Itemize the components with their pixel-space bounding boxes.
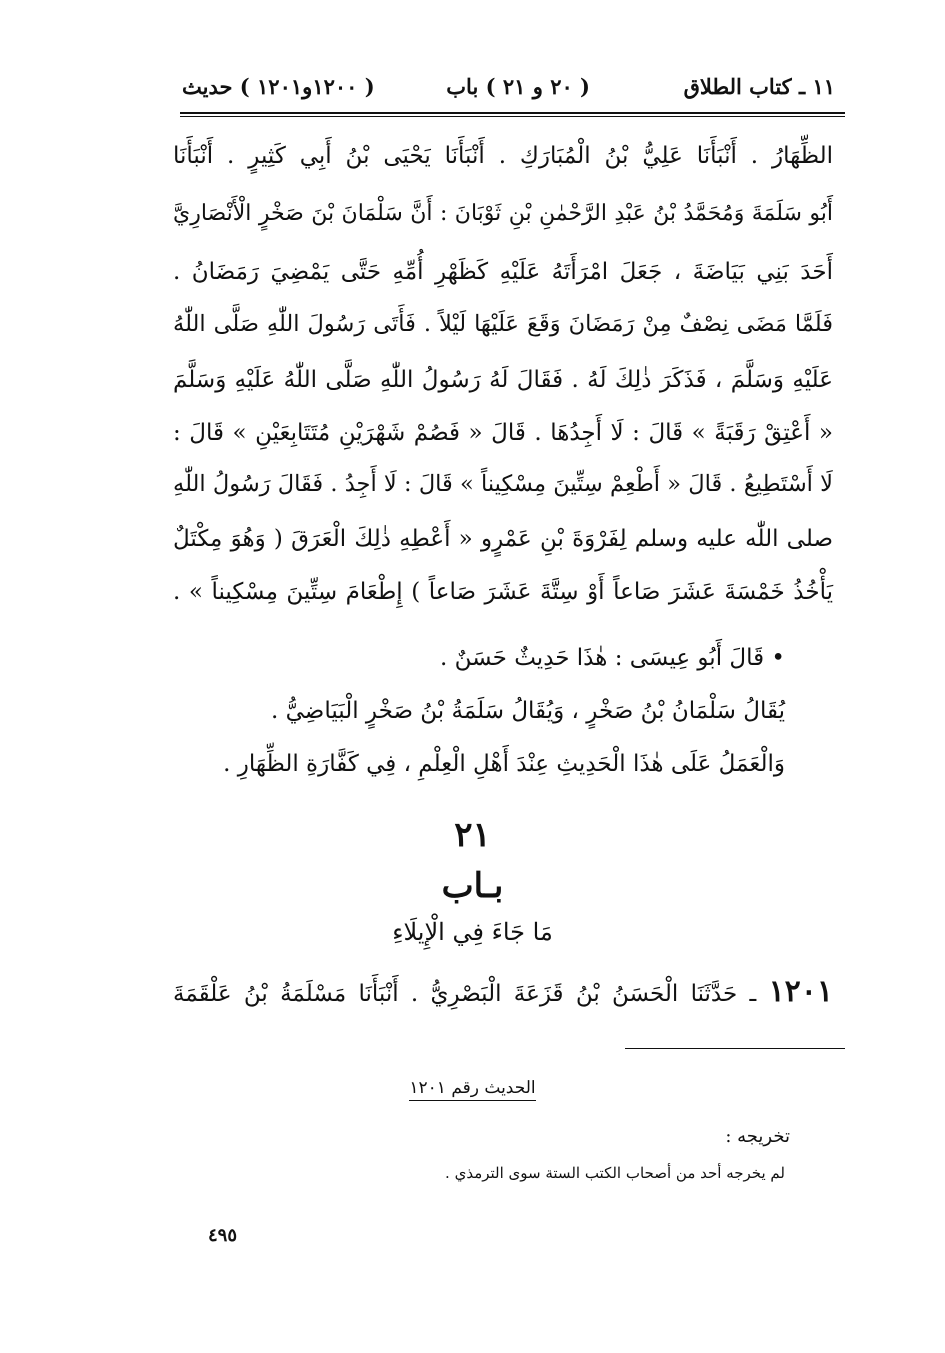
body-line: أَحَدَ بَنِي بَيَاضَةَ ، جَعَلَ امْرَأَتَهُ عَلَيْهِ كَظَهْرِ أُمِّهِ حَتَّى يَمْضِيَ رَمَضَانُ .	[173, 259, 833, 285]
footnote-text: لم يخرجه أحد من أصحاب الكتب الستة سوى الترمذي .	[445, 1164, 785, 1182]
body-line: عَلَيْهِ وَسَلَّمَ ، فَذَكَرَ ذٰلِكَ لَهُ . فَقَالَ لَهُ رَسُولُ اللّٰهِ صَلَّى اللّٰهُ عَلَيْهِ وَسَلَّمَ	[173, 367, 833, 393]
header-rule	[180, 112, 845, 114]
page-number: ٤٩٥	[208, 1225, 238, 1246]
hadith-opening	[173, 972, 833, 1014]
hadith-number: ١٢٠١	[768, 974, 834, 1009]
body-line: صلى اللّٰه عليه وسلم لِفَرْوَةَ بْنِ عَمْرٍو « أَعْطِهِ ذٰلِكَ الْعَرَقَ ( وَهُوَ مِكْتَلٌ	[173, 526, 833, 552]
body-line: لَا أَسْتَطِيعُ . قَالَ « أَطْعِمْ سِتِّينَ مِسْكِيناً » قَالَ : لَا أَجِدُ . فَقَالَ رَسُولُ اللّٰهِ	[173, 471, 833, 497]
footnote-separator	[625, 1048, 845, 1049]
header-chapter: ( ٢٠ و ٢١ ) باب	[446, 74, 590, 99]
header-book-title: ١١ ـ كتاب الطلاق	[683, 74, 835, 99]
comment-line: • قَالَ أَبُو عِيسَى : هٰذَا حَدِيثٌ حَسَنٌ .	[440, 645, 785, 671]
chapter-title: مَا جَاءَ فِي الْإِيلَاءِ	[392, 918, 553, 946]
header-rule-thin	[180, 116, 845, 117]
body-line: أَبُو سَلَمَةَ وَمُحَمَّدُ بْنُ عَبْدِ الرَّحْمٰنِ بْنِ ثَوْبَانَ : أَنَّ سَلْمَانَ بْنَ صَخْرٍ الْأَنْصَارِيَّ	[173, 201, 833, 226]
chapter-number: ٢١	[454, 815, 491, 855]
comment-line: يُقَالُ سَلْمَانُ بْنُ صَخْرٍ ، وَيُقَالُ سَلَمَةُ بْنُ صَخْرٍ الْبَيَاضِيُّ .	[271, 698, 785, 724]
footnote-label: تخريجه :	[725, 1126, 790, 1147]
footnote-heading-text: الحديث رقم ١٢٠١	[409, 1078, 535, 1101]
comment-line: وَالْعَمَلُ عَلَى هٰذَا الْحَدِيثِ عِنْدَ أَهْلِ الْعِلْمِ ، فِي كَفَّارَةِ الظِّهَارِ .	[223, 751, 785, 777]
body-line: « أَعْتِقْ رَقَبَةً » قَالَ : لَا أَجِدُهَا . قَالَ « فَصُمْ شَهْرَيْنِ مُتَتَابِعَيْنِ » قَالَ :	[173, 420, 833, 446]
body-line: يَأْخُذُ خَمْسَةَ عَشَرَ صَاعاً أَوْ سِتَّةَ عَشَرَ صَاعاً ) إِطْعَامَ سِتِّينَ مِسْكِيناً » .	[173, 579, 833, 605]
body-line: الظِّهَارُ . أَنْبَأَنَا عَلِيُّ بْنُ الْمُبَارَكِ . أَنْبَأَنَا يَحْيَى بْنُ أَبِي كَثِيرٍ . أَنْبَأَنَا	[173, 143, 833, 169]
body-line: فَلَمَّا مَضَى نِصْفٌ مِنْ رَمَضَانَ وَقَعَ عَلَيْهَا لَيْلاً . فَأَتَى رَسُولَ اللّٰهِ صَلَّى اللّٰهُ	[173, 311, 833, 337]
chapter-bab-heading: بـاب	[441, 866, 504, 906]
footnote-heading	[0, 1078, 945, 1098]
header-hadith-range: ( ١٢٠٠و١٢٠١ ) حديث	[182, 74, 375, 99]
hadith-text: ـ حَدَّثَنَا الْحَسَنُ بْنُ قَزَعَةَ الْبَصْرِيُّ . أَنْبَأَنَا مَسْلَمَةُ بْنُ عَلْقَمَةَ	[173, 981, 757, 1007]
running-header	[180, 70, 845, 114]
